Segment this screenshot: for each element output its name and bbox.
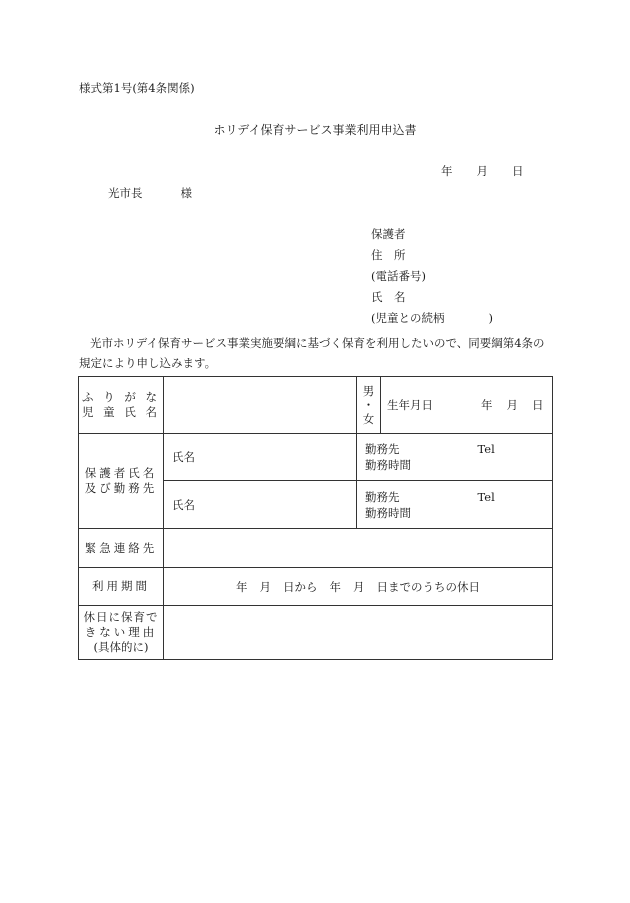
applicant-address-label: 住 所 — [371, 248, 406, 262]
applicant-relation-label: (児童との続柄 ) — [371, 311, 493, 325]
reason-label: 休日に保育で きない理由 (具体的に) — [79, 606, 164, 660]
child-name-label: ふ り が な 児 童 氏 名 — [79, 377, 164, 434]
period-label: 利用期間 — [79, 568, 164, 606]
applicant-name-label: 氏 名 — [371, 290, 406, 304]
sex-male: 男 — [362, 384, 375, 398]
emergency-field[interactable] — [164, 529, 553, 568]
guardian-work-field[interactable]: 勤務先 Tel 勤務時間 — [357, 434, 553, 481]
reason-field[interactable] — [164, 606, 553, 660]
period-field[interactable]: 年 月 日から 年 月 日までのうちの休日 — [164, 568, 553, 606]
child-row — [79, 377, 553, 434]
applicant-phone-label: (電話番号) — [371, 269, 426, 283]
guardian-name-field[interactable]: 氏名 — [164, 434, 357, 481]
addressee — [108, 186, 192, 200]
date-day: 日 — [512, 164, 524, 178]
guardian-label: 保護者氏名 及び勤務先 — [79, 434, 164, 529]
date-year: 年 — [441, 164, 453, 178]
guardian-work-field[interactable]: 勤務先 Tel 勤務時間 — [357, 481, 553, 529]
applicant-guardian-label: 保護者 — [371, 227, 406, 241]
reason-row — [79, 606, 553, 660]
addressee-name: 光市長 — [108, 186, 143, 200]
form-number: 様式第1号(第4条関係) — [79, 81, 195, 95]
child-name-field[interactable] — [164, 377, 357, 434]
sex-field[interactable] — [357, 377, 381, 434]
period-row — [79, 568, 553, 606]
birthdate-field[interactable]: 生年月日 年 月 日 — [381, 377, 553, 434]
body-text: 光市ホリデイ保育サービス事業実施要綱に基づく保育を利用したいので、同要綱第4条の規定により申し込みます。 — [79, 336, 545, 370]
birthdate-label: 生年月日 — [387, 398, 433, 412]
addressee-honorific: 様 — [180, 186, 192, 200]
document-title: ホリデイ保育サービス事業利用申込書 — [213, 123, 417, 137]
date-month: 月 — [476, 164, 488, 178]
application-table — [78, 376, 553, 660]
guardian-name-field[interactable]: 氏名 — [164, 481, 357, 529]
applicant-block — [371, 227, 493, 332]
emergency-label: 緊急連絡先 — [79, 529, 164, 568]
date-line — [441, 164, 524, 178]
sex-dot: ・ — [362, 398, 375, 412]
emergency-row — [79, 529, 553, 568]
guardian-row-1 — [79, 434, 553, 481]
sex-female: 女 — [362, 412, 375, 426]
